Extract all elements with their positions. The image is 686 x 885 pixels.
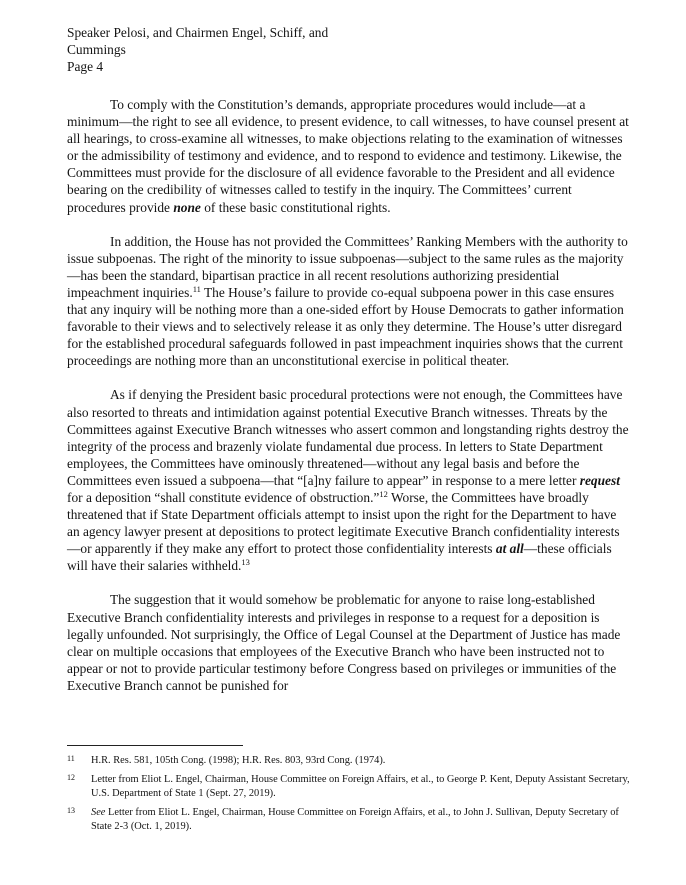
footnote-number: 13 <box>67 806 75 816</box>
footnote-number: 11 <box>67 754 75 763</box>
footnote-11 <box>67 754 637 767</box>
page-number: Page 4 <box>67 59 104 74</box>
header-addressees: Speaker Pelosi, and Chairmen Engel, Schiff, and <box>67 25 329 40</box>
footnote-text: Letter from Eliot L. Engel, Chairman, House Committee on Foreign Affairs, et al., to George P. Kent, Deputy Assistant Secretary, U.S. Department of State 1 (Sept. 27, 2019). <box>91 774 630 799</box>
footnote-ref-13: 13 <box>241 557 250 568</box>
emphasis-request: request <box>579 472 620 488</box>
page-header <box>67 24 427 75</box>
footnote-text: Letter from Eliot L. Engel, Chairman, House Committee on Foreign Affairs, et al., to John J. Sullivan, Deputy Secretary of State 2-3 (Oct. 1, 2019). <box>91 807 619 832</box>
letter-body <box>67 96 632 694</box>
footnote-number: 12 <box>67 773 75 783</box>
footnote-divider <box>67 745 243 746</box>
footnote-13 <box>67 806 637 833</box>
paragraph-subpoenas: In addition, the House has not provided the Committees’ Ranking Members with the authority to issue subpoenas. The right of the minority to issue subpoenas—subject to the same rules as the majority—has been the standard, bipartisan practice in all recent resolutions authorizing presidential impeachment inquiries.$^{11}$ The House’s failure to provide co-equal subpoena power in this case ensures that any inquiry will be nothing more than a one-sided effort by House Democrats to gather information favorable to their views and to selectively release it as only they determine. The House’s utter disregard for the established procedural safeguards followed in past impeachment inquiries shows that the current proceedings are nothing more than an unconstitutional exercise in political theater. <box>67 233 628 369</box>
paragraph-procedures: To comply with the Constitution’s demands, appropriate procedures would include—at a minimum—the right to see all evidence, to present evidence, to call witnesses, to have counsel present at all hearings, to cross-examine all witnesses, to make objections relating to the examination of witnesses or the admissibility of testimony and evidence, and to respond to evidence and testimony. Likewise, the Committees must provide for the disclosure of all evidence favorable to the President and all evidence bearing on the credibility of witnesses called to testify in the inquiry. The Committees’ current procedures provide none of these basic constitutional rights. <box>67 97 629 215</box>
footnote-signal: See <box>91 807 106 819</box>
emphasis-at-all: at all <box>495 541 524 557</box>
footnote-ref-12: 12 <box>379 488 388 499</box>
paragraph-confidentiality: The suggestion that it would somehow be problematic for anyone to raise long-established Executive Branch confidentiality interests and privileges in response to a request for a deposition is legally unfounded. Not surprisingly, the Office of Legal Counsel at the Department of Justice has made clear on multiple occasions that employees of the Executive Branch who have been instructed not to appear or not to provide particular testimony before Congress based on privileges or immunities of the Executive Branch cannot be punished for <box>67 592 621 693</box>
footnote-ref-11: 11 <box>192 283 201 294</box>
emphasis-none: none <box>173 199 201 215</box>
header-addressees-cont: Cummings <box>67 42 126 57</box>
footnotes <box>67 754 637 839</box>
footnote-text: H.R. Res. 581, 105th Cong. (1998); H.R. Res. 803, 93rd Cong. (1974). <box>91 755 386 766</box>
paragraph-threats: As if denying the President basic procedural protections were not enough, the Committees have also resorted to threats and intimidation against potential Executive Branch witnesses. Threats by the Committees against Executive Branch witnesses who assert common and longstanding rights destroy the integrity of the process and brazenly violate fundamental due process. In letters to State Department employees, the Committees have ominously threatened—without any legal basis and before the Committees even issued a subpoena—that “[a]ny failure to appear” in response to a mere letter request for a deposition “shall constitute evidence of obstruction.”$^{12}$ Worse, the Committees have broadly threatened that if State Department officials attempt to insist upon the right for the Department to have an agency lawyer present at depositions to protect legitimate Executive Branch confidentiality interests—or apparently if they make any effort to protect those confidentiality interests at all—these officials will have their salaries withheld.$^{13}$ <box>67 387 629 574</box>
footnote-12 <box>67 773 637 800</box>
